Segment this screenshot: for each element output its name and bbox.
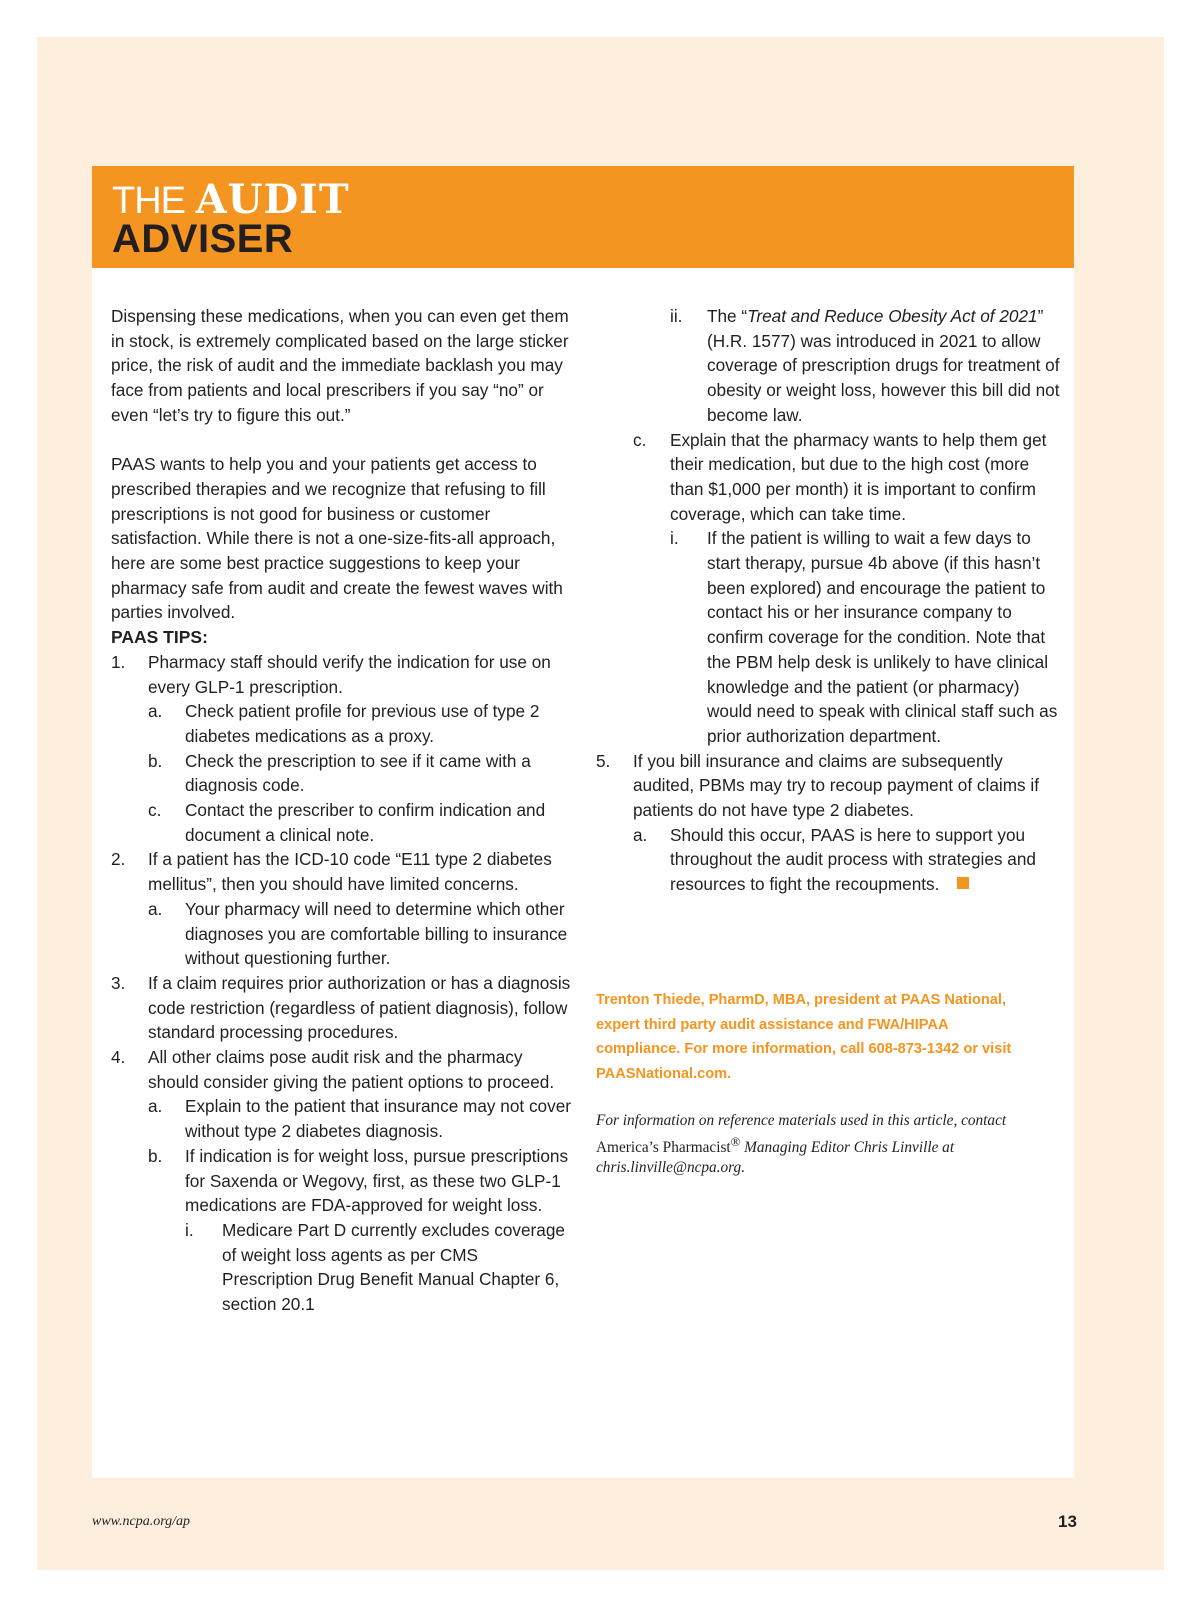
tip-2a [111,897,571,971]
tip-marker: ii. [670,306,683,326]
banner-title-line1 [112,176,350,223]
tip-text: If a patient has the ICD-10 code “E11 type 2 diabetes mellitus”, then you should have limited concerns. [148,849,552,895]
banner-the: THE [112,180,185,222]
tip-text: Check the prescription to see if it came with a diagnosis code. [185,750,531,796]
tip-2 [111,847,571,896]
end-of-article-square-icon [957,877,969,889]
tip-4a [111,1094,571,1143]
right-column [596,304,1066,897]
tip-text: Should this occur, PAAS is here to support you throughout the audit process with strategies and resources to fight the recoupments. [670,824,1036,895]
tip-text: Contact the prescriber to confirm indication and document a clinical note. [185,800,546,845]
tip-text: Explain that the pharmacy wants to help them get their medication, but due to the high cost (more than $1,000 per month) it is important to confirm coverage, which can take time. [670,429,1047,524]
tip-4b-ii [596,304,1066,428]
tip-text: All other claims pose audit risk and the pharmacy should consider giving the patient options to proceed. [148,1047,555,1092]
author-bio: Trenton Thiede, PharmD, MBA, president at PAAS National, expert third party audit assistance and FWA/HIPAA compliance. For more information, call 608-873-1342 or visit PAASNational.com. [596,992,1012,1082]
tip-marker: c. [148,800,162,821]
section-banner [92,166,1074,268]
reference-note [596,1111,1046,1179]
tips-heading: PAAS TIPS: [111,627,208,648]
tip-marker: 5. [596,750,611,771]
tip-text: Your pharmacy will need to determine which other diagnoses you are comfortable billing to insurance without questioning further. [185,898,568,969]
act-title: Treat and Reduce Obesity Act of 2021 [747,306,1038,326]
tip-1a [111,699,571,748]
tip-text-pre: The “ [707,306,748,326]
tip-text: Medicare Part D currently excludes coverage of weight loss agents as per CMS Prescription Drug Benefit Manual Chapter 6, section 20.1 [222,1220,565,1315]
page-number: 13 [1058,1512,1077,1531]
tip-text: If the patient is willing to wait a few days to start therapy, pursue 4b above (if this hasn’t been explored) and encourage the patient to contact his or her insurance company to confirm coverage for the condition. Note that the PBM help desk is unlikely to have clinical knowledge and the patient (or pharmacy) would need to speak with clinical staff such as prior authorization department. [707,528,1058,746]
tip-1b [111,749,571,798]
intro-paragraph-1: Dispensing these medications, when you can even get them in stock, is extremely complicated based on the large sticker price, the risk of audit and the immediate backlash you may face from patients and local prescribers if you say “no” or even “let’s try to figure this out.” [111,306,569,425]
tip-marker: a. [148,1096,163,1117]
tip-marker: c. [633,429,647,450]
tip-text: If you bill insurance and claims are subsequently audited, PBMs may try to recoup payment of claims if patients do not have type 2 diabetes. [633,750,1039,821]
tip-4b [111,1144,571,1218]
tip-text-post: ” (H.R. 1577) was introduced in 2021 to allow coverage of prescription drugs for treatment of obesity or weight loss, however this bill did not become law. [707,306,1060,425]
registered-mark: ® [730,1134,741,1149]
tip-4b-i [111,1218,571,1317]
tip-marker: 2. [111,849,126,870]
intro-paragraph-2: PAAS wants to help you and your patients get access to prescribed therapies and we recognize that refusing to fill prescriptions is not good for business or customer satisfaction. While there is not a one-size-fits-all approach, here are some best practice suggestions to keep your pharmacy safe from audit and create the fewest waves with parties involved. [111,454,563,623]
tip-text: If a claim requires prior authorization or has a diagnosis code restriction (regardless of patient diagnosis), follow standard processing procedures. [148,972,571,1043]
tip-5 [596,749,1066,823]
tip-text: If indication is for weight loss, pursue prescriptions for Saxenda or Wegovy, first, as these two GLP-1 medications are FDA-approved for weight loss. [185,1145,569,1216]
tip-marker: 1. [111,651,126,672]
tip-marker: a. [633,824,648,845]
tip-3 [111,971,571,1045]
tip-marker: i. [670,528,679,549]
tip-marker: b. [148,1145,163,1166]
tip-4c-i [596,526,1066,748]
tip-1c [111,798,571,847]
tip-marker: 4. [111,1047,126,1068]
publication-name: America’s Pharmacist [596,1138,731,1156]
tip-5a [596,823,1066,897]
tip-4 [111,1045,571,1094]
reference-text-1: For information on reference materials used in this article, contact [596,1112,1007,1129]
tip-marker: i. [185,1220,194,1240]
tip-marker: b. [148,750,163,771]
banner-audit: AUDIT [195,176,350,223]
left-column [111,304,571,1317]
tip-text: Check patient profile for previous use of type 2 diabetes medications as a proxy. [185,701,540,746]
tip-1 [111,650,571,699]
tip-text: Pharmacy staff should verify the indication for use on every GLP-1 prescription. [148,651,551,697]
footer-url: www.ncpa.org/ap [92,1514,191,1529]
tip-text: Explain to the patient that insurance may not cover without type 2 diabetes diagnosis. [185,1096,571,1142]
tip-4c [596,428,1066,527]
tip-marker: a. [148,701,163,722]
reference-text-2: Managing Editor Chris Linville at chris.linville@ncpa.org. [596,1138,955,1177]
banner-adviser: ADVISER [112,217,294,261]
tip-marker: 3. [111,972,126,993]
tip-marker: a. [148,898,163,919]
